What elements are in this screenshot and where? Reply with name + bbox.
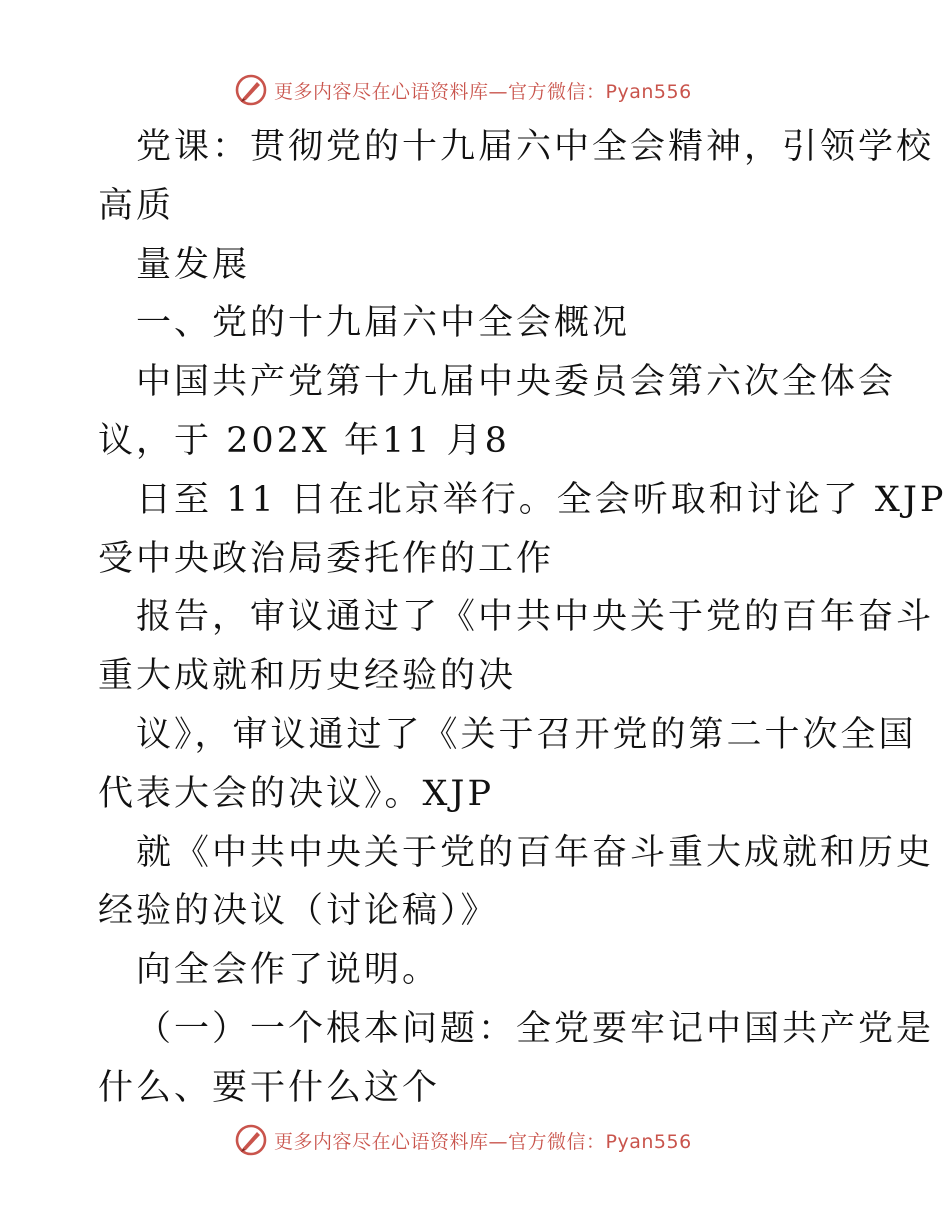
- doc-line: 党课：贯彻党的十九届六中全会精神，引领学校: [136, 127, 935, 167]
- footer-watermark-text: 更多内容尽在心语资料库—官方微信：Pyan556: [274, 1130, 692, 1153]
- doc-line: 议》，审议通过了《关于召开党的第二十次全国: [136, 714, 917, 755]
- doc-line: （一）一个根本问题：全党要牢记中国共产党是: [136, 1008, 935, 1049]
- doc-line: 经验的决议（讨论稿）》: [98, 891, 499, 932]
- pen-logo-icon: [234, 73, 268, 107]
- doc-line: 报告，审议通过了《中共中央关于党的百年奋斗: [136, 597, 935, 638]
- doc-line: 中国共产党第十九届中央委员会第六次全体会: [136, 362, 897, 403]
- doc-line: 议，于 202X 年11 月8: [98, 420, 510, 461]
- footer-watermark: [234, 1120, 692, 1160]
- doc-line: 代表大会的决议》。XJP: [98, 773, 494, 814]
- doc-line: 量发展: [136, 244, 251, 285]
- pen-logo-icon: [234, 1123, 268, 1157]
- doc-line: 向全会作了说明。: [136, 950, 441, 991]
- doc-line: 一、党的十九届六中全会概况: [136, 303, 631, 344]
- doc-line: 什么、要干什么这个: [98, 1067, 441, 1108]
- header-watermark: [234, 70, 692, 110]
- header-watermark-text: 更多内容尽在心语资料库—官方微信：Pyan556: [274, 80, 692, 103]
- doc-line: 高质: [98, 185, 175, 226]
- doc-line: 就《中共中央关于党的百年奋斗重大成就和历史: [136, 832, 935, 873]
- document-body: [98, 118, 947, 1118]
- doc-line: 受中央政治局委托作的工作: [98, 538, 555, 579]
- doc-line: 重大成就和历史经验的决: [98, 656, 517, 697]
- doc-line: 日至 11 日在北京举行。全会听取和讨论了 XJP: [136, 479, 947, 520]
